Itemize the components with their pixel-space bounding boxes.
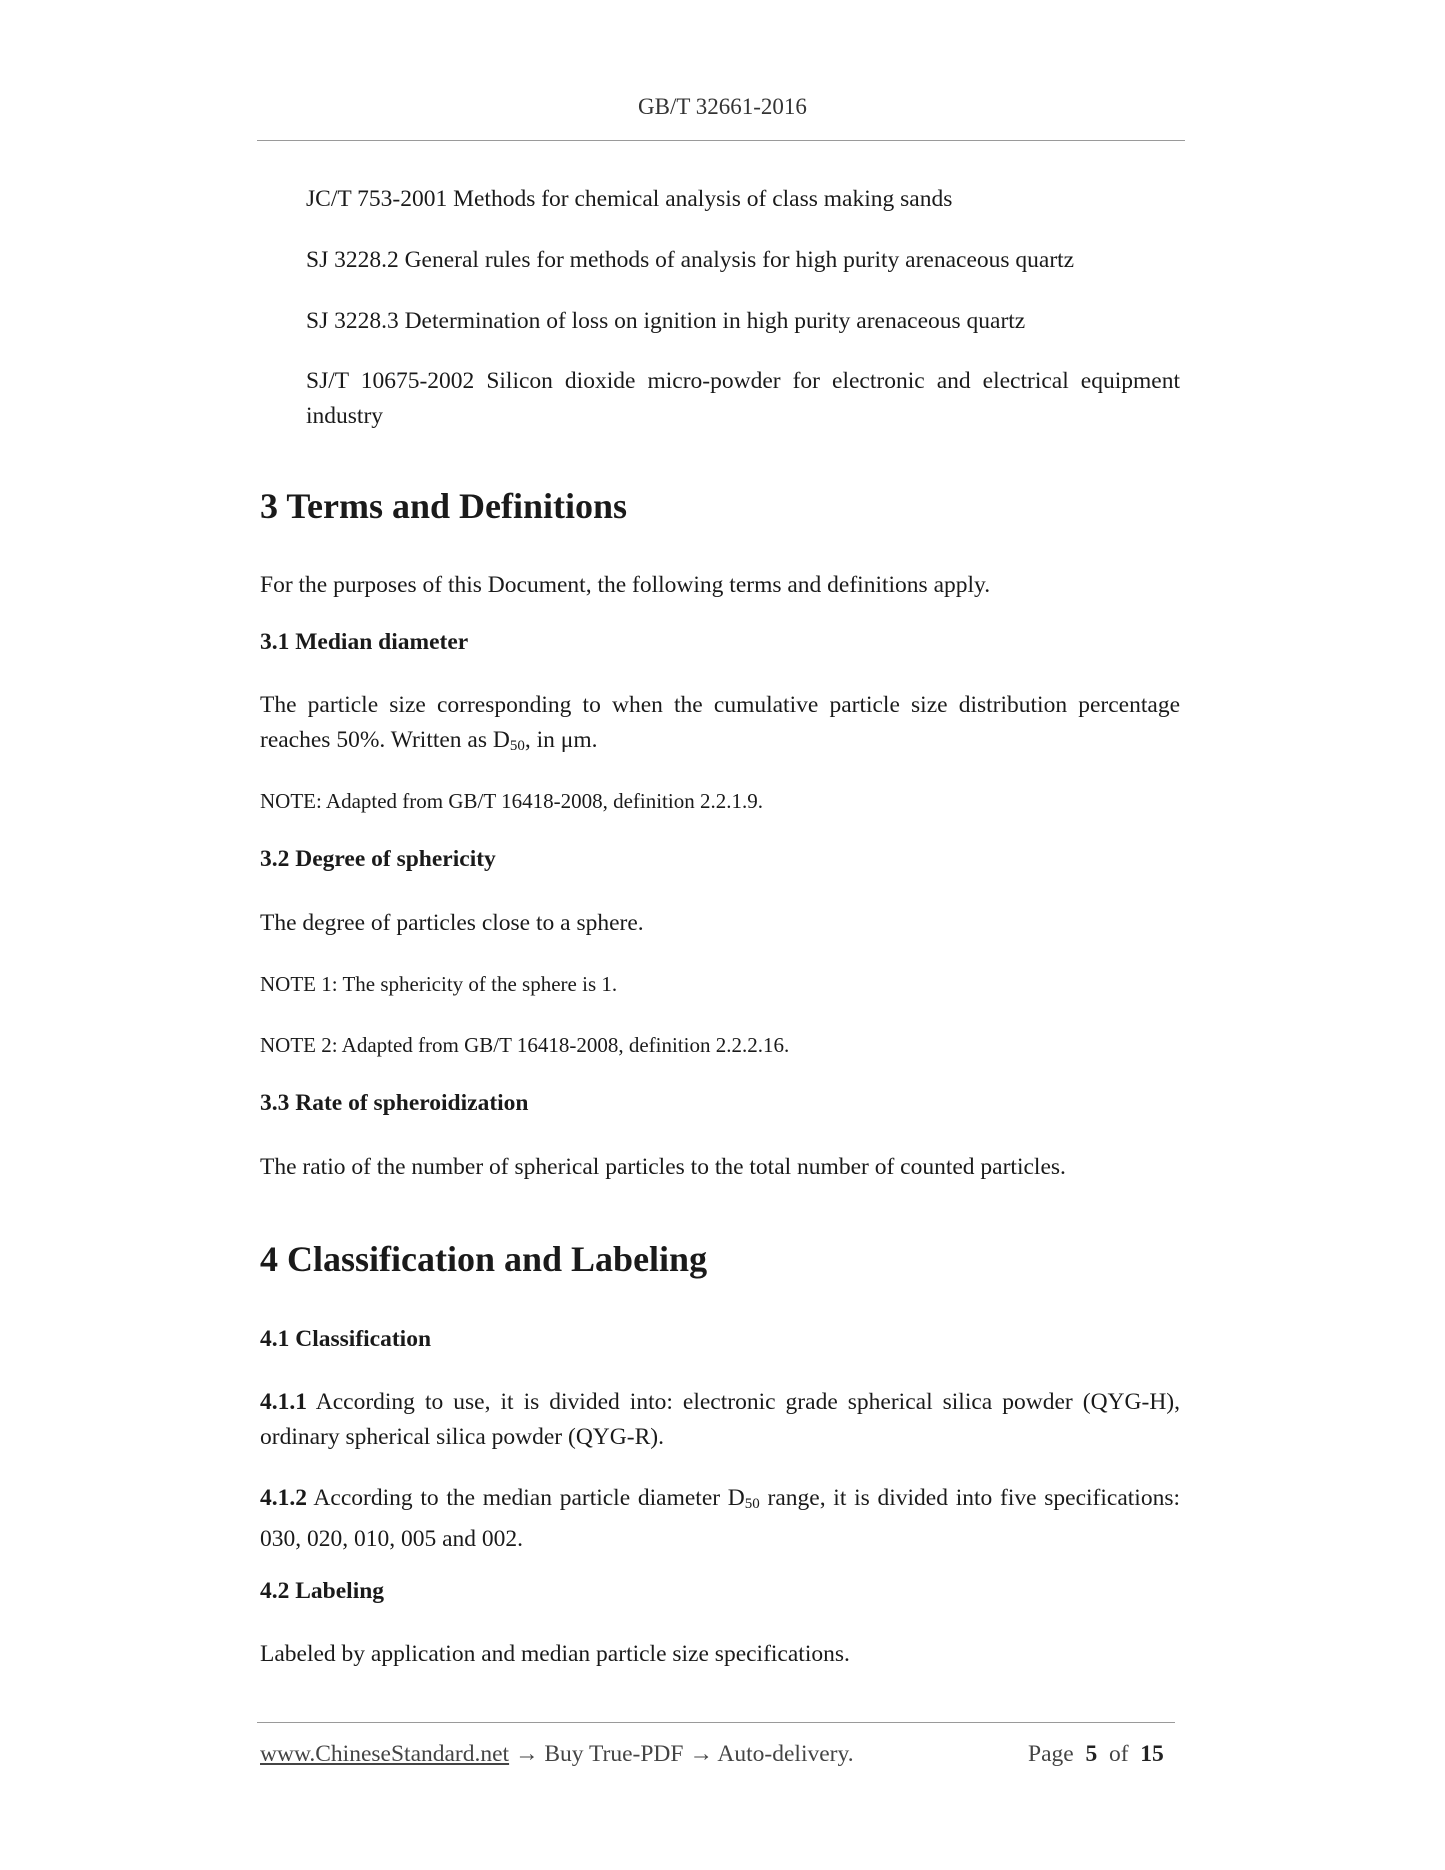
term-3-2-definition: The degree of particles close to a sphere. (260, 910, 644, 936)
section-3-heading: 3 Terms and Definitions (260, 486, 628, 526)
footer-divider (257, 1722, 1175, 1723)
reference-item: SJ 3228.2 General rules for methods of analysis for high purity arenaceous quartz (306, 247, 1075, 273)
header-divider (257, 140, 1185, 141)
term-3-2-heading: 3.2 Degree of sphericity (260, 846, 496, 872)
page-total: 15 (1140, 1741, 1164, 1767)
buy-pdf-link[interactable]: Buy True-PDF (544, 1741, 684, 1767)
page-number: 5 (1085, 1741, 1098, 1767)
page-indicator: Page 5 of 15 (1028, 1741, 1164, 1767)
clause-number: 4.1.2 (260, 1485, 307, 1511)
reference-item: JC/T 753-2001 Methods for chemical analysis of class making sands (306, 186, 953, 212)
arrow-right-icon: → (689, 1741, 713, 1767)
document-header-title: GB/T 32661-2016 (638, 94, 807, 119)
site-link[interactable]: www.ChineseStandard.net (260, 1741, 510, 1767)
term-3-2-note-1: NOTE 1: The sphericity of the sphere is 1. (260, 972, 618, 996)
clause-4-1-1: 4.1.1 According to use, it is divided into: electronic grade spherical silica powder (QYG-H), ordinary spherical silica powder (QYG-R). (260, 1389, 1180, 1450)
section-4-heading: 4 Classification and Labeling (260, 1239, 708, 1279)
term-3-1-definition: The particle size corresponding to when the cumulative particle size distribution percentage reaches 50%. Written as $D_{50}$, in μm. (260, 692, 1180, 754)
term-3-3-definition: The ratio of the number of spherical particles to the total number of counted particles. (260, 1154, 1066, 1180)
clause-4-1-2: 4.1.2 According to the median particle diameter $D_{50}$ range, it is divided into five specifications: 030, 020, 010, 005 and 002. (260, 1485, 1180, 1552)
clause-number: 4.1.1 (260, 1389, 307, 1415)
footer-links (260, 1741, 854, 1768)
clause-4-2-text: Labeled by application and median particle size specifications. (260, 1641, 850, 1667)
reference-item: SJ/T 10675-2002 Silicon dioxide micro-powder for electronic and electrical equipment industry (306, 368, 1180, 429)
arrow-right-icon: → (514, 1741, 539, 1767)
clause-4-1-heading: 4.1 Classification (260, 1326, 432, 1352)
subscript: 50 (744, 1496, 760, 1512)
auto-delivery-text: Auto-delivery. (717, 1741, 854, 1767)
term-3-3-heading: 3.3 Rate of spheroidization (260, 1090, 529, 1116)
section-3-intro: For the purposes of this Document, the following terms and definitions apply. (260, 572, 991, 598)
reference-item: SJ 3228.3 Determination of loss on ignition in high purity arenaceous quartz (306, 308, 1026, 334)
term-3-1-heading: 3.1 Median diameter (260, 629, 469, 655)
term-3-2-note-2: NOTE 2: Adapted from GB/T 16418-2008, definition 2.2.2.16. (260, 1033, 790, 1057)
subscript: 50 (509, 738, 525, 754)
term-3-1-note: NOTE: Adapted from GB/T 16418-2008, definition 2.2.1.9. (260, 789, 763, 813)
clause-4-2-heading: 4.2 Labeling (260, 1578, 385, 1604)
